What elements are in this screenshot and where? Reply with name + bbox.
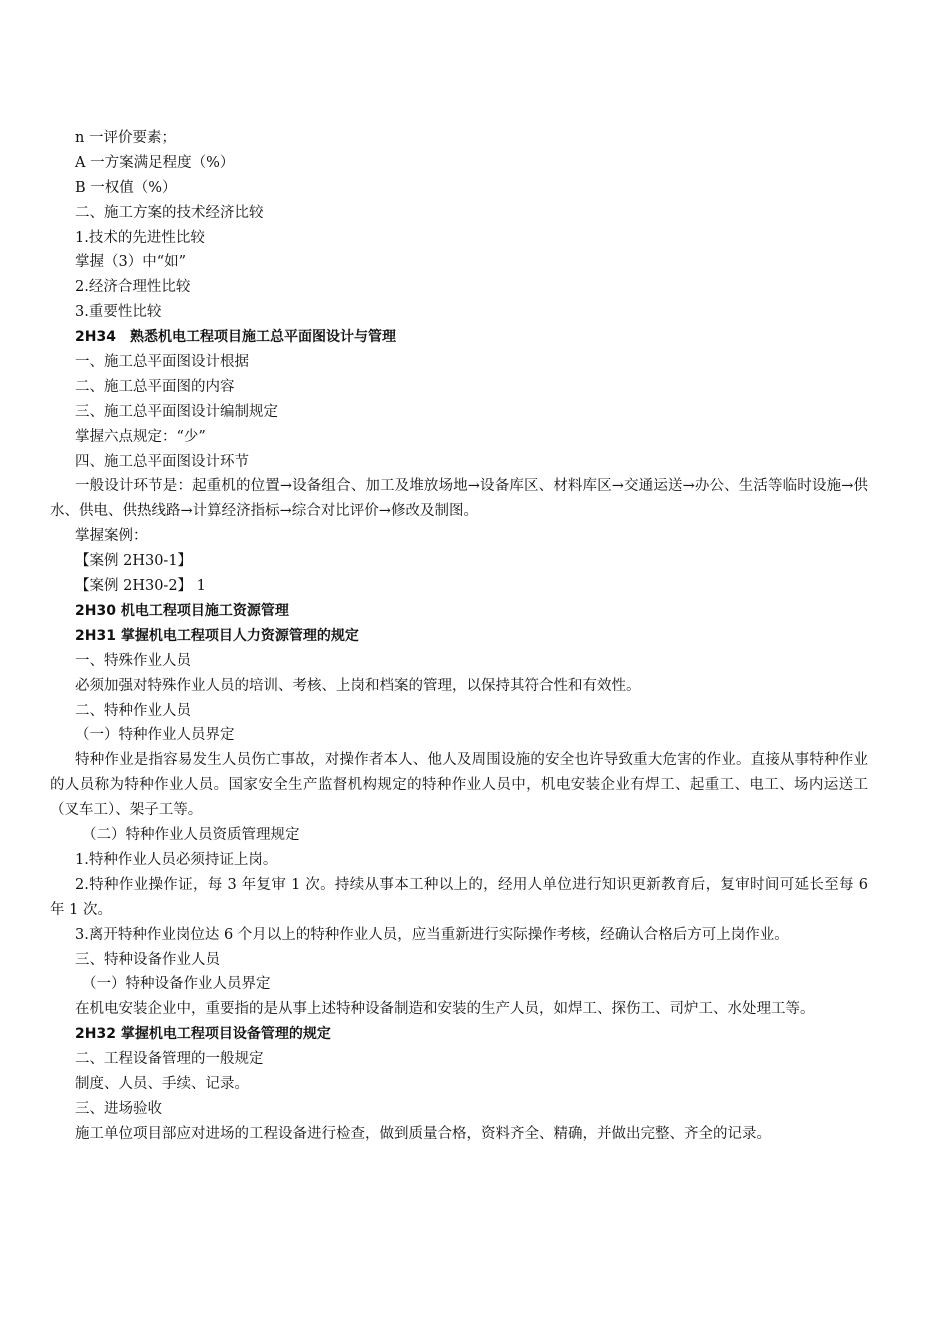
document-body bbox=[50, 126, 868, 1147]
text-line: n 一评价要素； bbox=[75, 130, 176, 146]
section-heading: 2H31 掌握机电工程项目人力资源管理的规定 bbox=[75, 627, 359, 644]
section-heading: 2H30 机电工程项目施工资源管理 bbox=[75, 602, 289, 619]
text-line: 制度、人员、手续、记录。 bbox=[75, 1075, 249, 1092]
text-line: B 一权值（%） bbox=[75, 179, 177, 196]
body-paragraph: 在机电安装企业中，重要指的是从事上述特种设备制造和安装的生产人员，如焊工、探伤工、司炉工、水处理工等。 bbox=[75, 1001, 815, 1018]
text-line: 【案例 2H30-2】 1 bbox=[75, 578, 206, 595]
body-paragraph: 2.特种作业操作证，每 3 年复审 1 次。持续从事本工种以上的，经用人单位进行知识更新教育后，复审时间可延长至每 6 年 1 次。 bbox=[50, 876, 868, 918]
text-line: 二、施工总平面图的内容 bbox=[75, 378, 235, 395]
text-line: 3.重要性比较 bbox=[75, 304, 162, 321]
section-heading: 2H34 熟悉机电工程项目施工总平面图设计与管理 bbox=[75, 329, 396, 346]
text-line: 掌握（3）中“如” bbox=[75, 254, 187, 271]
text-line: （一）特种作业人员界定 bbox=[75, 727, 235, 744]
text-line: A 一方案满足程度（%） bbox=[75, 154, 235, 171]
text-line: 1.技术的先进性比较 bbox=[75, 229, 205, 246]
text-line: （二）特种作业人员资质管理规定 bbox=[82, 827, 300, 844]
text-line: 三、施工总平面图设计编制规定 bbox=[75, 403, 278, 420]
text-line: 必须加强对特殊作业人员的培训、考核、上岗和档案的管理，以保持其符合性和有效性。 bbox=[75, 677, 641, 694]
text-line: 二、施工方案的技术经济比较 bbox=[75, 204, 264, 221]
text-line: 一、施工总平面图设计根据 bbox=[75, 354, 249, 371]
text-line: 三、特种设备作业人员 bbox=[75, 951, 220, 968]
text-line: 二、工程设备管理的一般规定 bbox=[75, 1051, 264, 1068]
text-line: 【案例 2H30-1】 bbox=[75, 553, 193, 570]
text-line: 二、特种作业人员 bbox=[75, 702, 191, 719]
text-line: 三、进场验收 bbox=[75, 1100, 162, 1117]
text-line: 四、施工总平面图设计环节 bbox=[75, 453, 249, 470]
text-line: 掌握案例： bbox=[75, 528, 148, 545]
body-paragraph: 施工单位项目部应对进场的工程设备进行检查，做到质量合格，资料齐全、精确，并做出完整、齐全的记录。 bbox=[75, 1125, 771, 1142]
text-line: 1.特种作业人员必须持证上岗。 bbox=[75, 851, 278, 868]
body-paragraph: 特种作业是指容易发生人员伤亡事故，对操作者本人、他人及周围设施的安全也许导致重大危害的作业。直接从事特种作业的人员称为特种作业人员。国家安全生产监督机构规定的特种作业人员中，机电安装企业有焊工、起重工、电工、场内运送工（叉车工）、架子工等。 bbox=[50, 752, 868, 819]
body-paragraph: 3.离开特种作业岗位达 6 个月以上的特种作业人员，应当重新进行实际操作考核，经确认合格后方可上岗作业。 bbox=[75, 926, 789, 943]
text-line: 2.经济合理性比较 bbox=[75, 279, 191, 296]
text-line: 掌握六点规定：“少” bbox=[75, 428, 206, 445]
section-heading: 2H32 掌握机电工程项目设备管理的规定 bbox=[75, 1026, 331, 1043]
text-line: 一、特殊作业人员 bbox=[75, 652, 191, 669]
text-line: （一）特种设备作业人员界定 bbox=[82, 976, 271, 993]
body-paragraph: 一般设计环节是：起重机的位置→设备组合、加工及堆放场地→设备库区、材料库区→交通运送→办公、生活等临时设施→供水、供电、供热线路→计算经济指标→综合对比评价→修改及制图。 bbox=[50, 478, 868, 520]
